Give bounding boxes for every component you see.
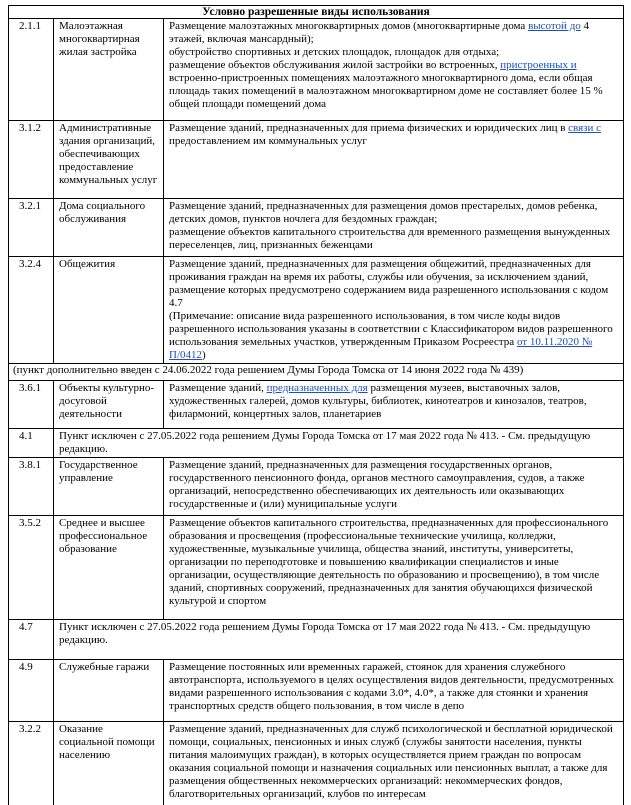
name-cell: Малоэтажная многоквартирная жилая застройка: [54, 19, 164, 121]
description-paragraph: [169, 59, 616, 111]
description-cell: [164, 121, 624, 199]
description-cell: [164, 516, 624, 620]
text-segment: Размещение зданий, предназначенных для служб психологической и бесплатной юридической помощи, социальных, пенсионных и иных служб (службы занятости населения, пункты питания малоимущих граждан), в которых осуществляется прием граждан по вопросам оказания социальной помощи и назначения социальных или пенсионных выплат, а также для размещения общественных некоммерческих организаций: некоммерческих фондов, благотворительных организаций, клубов по интересам: [169, 723, 613, 800]
inline-link[interactable]: высотой до: [528, 20, 581, 32]
zoning-table: [8, 5, 624, 805]
description-cell: [164, 381, 624, 429]
table-row: [9, 660, 624, 722]
description-cell: [164, 199, 624, 257]
code-cell: 2.1.1: [9, 19, 54, 121]
description-paragraph: [169, 46, 616, 59]
code-cell: 3.1.2: [9, 121, 54, 199]
text-segment: 4 этажей, включая мансардный);: [169, 20, 590, 45]
table-row: [9, 121, 624, 199]
description-paragraph: [169, 459, 616, 511]
text-segment: встроенно-пристроенных помещениях малоэтажного многоквартирного дома, если общая площадь таких помещений в малоэтажном многоквартирном доме не составляет более 15 % общей площади помещений дома: [169, 72, 603, 110]
excluded-row: [9, 429, 624, 458]
table-row: [9, 199, 624, 257]
name-cell: Общежития: [54, 257, 164, 364]
code-cell: 4.7: [9, 620, 54, 660]
text-segment: Размещение зданий,: [169, 382, 267, 394]
code-cell: 3.8.1: [9, 458, 54, 516]
note-row: [9, 364, 624, 381]
name-cell: Дома социального обслуживания: [54, 199, 164, 257]
text-segment: предоставлением им коммунальных услуг: [169, 135, 367, 147]
description-paragraph: [169, 200, 616, 226]
text-segment: Размещение зданий, предназначенных для размещения общежитий, предназначенных для проживания граждан на время их работы, службы или обучения, за исключением зданий, размещение которых предусмотрено содержанием вида разрешенного использования с кодом 4.7: [169, 258, 609, 309]
description-paragraph: [169, 258, 616, 310]
inline-link[interactable]: связи с: [568, 122, 602, 134]
description-cell: [164, 722, 624, 805]
description-paragraph: [169, 661, 616, 713]
description-paragraph: [169, 382, 616, 421]
text-segment: Размещение объектов капитального строительства, предназначенных для профессионального образования и просвещения (профессиональные технические училища, колледжи, художественные, музыкальные училища, общества знаний, институты, университеты, организации по переподготовке и повышению квалификации специалистов и иные организации, осуществляющие деятельность по образованию и просвещению), в том числе зданий, спортивных сооружений, предназначенных для занятия обучающихся физической культурой и спортом: [169, 517, 609, 607]
description-paragraph: [169, 226, 616, 252]
name-cell: Административные здания организаций, обеспечивающих предоставление коммунальных услуг: [54, 121, 164, 199]
code-cell: 3.2.1: [9, 199, 54, 257]
code-cell: 3.6.1: [9, 381, 54, 429]
table-body: [9, 19, 624, 805]
text-segment: размещение объектов капитального строительства для временного размещения вынужденных переселенцев, лиц, признанных беженцами: [169, 226, 611, 251]
description-paragraph: [169, 20, 616, 46]
description-cell: [164, 458, 624, 516]
description-paragraph: [169, 310, 616, 362]
description-cell: [164, 19, 624, 121]
description-cell: [164, 257, 624, 364]
excluded-text: Пункт исключен с 27.05.2022 года решением Думы Города Томска от 17 мая 2022 года № 413. - См. предыдущую редакцию.: [54, 620, 624, 660]
description-paragraph: [169, 517, 616, 608]
code-cell: 4.9: [9, 660, 54, 722]
table-row: [9, 257, 624, 364]
text-segment: Размещение постоянных или временных гаражей, стоянок для хранения служебного автотранспорта, используемого в целях осуществления видов деятельности, предусмотренных видами разрешенного использования с кодами 3.0*, 4.0*, а также для стоянки и хранения транспортных средств общего пользования, в том числе в депо: [169, 661, 614, 712]
text-segment: ): [202, 349, 206, 361]
text-segment: Размещение зданий, предназначенных для размещения домов престарелых, домов ребенка, детских домов, пунктов ночлега для бездомных граждан;: [169, 200, 598, 225]
description-cell: [164, 660, 624, 722]
table-title: Условно разрешенные виды использования: [9, 6, 624, 19]
note-text: (пункт дополнительно введен с 24.06.2022 года решением Думы Города Томска от 14 июня 2022 года № 439): [9, 364, 624, 381]
text-segment: размещения музеев, выставочных залов, художественных галерей, домов культуры, библиотек, кинотеатров и кинозалов, театров, филармоний, концертных залов, планетариев: [169, 382, 587, 420]
name-cell: Среднее и высшее профессиональное образование: [54, 516, 164, 620]
text-segment: Размещение зданий, предназначенных для размещения государственных органов, государственного пенсионного фонда, органов местного самоуправления, судов, а также организаций, непосредственно обеспечивающих их деятельность или оказывающих государственные и (или) муниципальные услуги: [169, 459, 585, 510]
description-paragraph: [169, 723, 616, 801]
excluded-row: [9, 620, 624, 660]
inline-link[interactable]: от 10.11.2020 № П/0412: [169, 336, 593, 361]
inline-link[interactable]: предназначенных для: [266, 382, 368, 394]
code-cell: 3.2.2: [9, 722, 54, 805]
name-cell: Объекты культурно-досуговой деятельности: [54, 381, 164, 429]
table-row: [9, 722, 624, 805]
code-cell: 3.5.2: [9, 516, 54, 620]
text-segment: обустройство спортивных и детских площадок, площадок для отдыха;: [169, 46, 500, 58]
table-row: [9, 19, 624, 121]
code-cell: 3.2.4: [9, 257, 54, 364]
inline-link[interactable]: пристроенных и: [500, 59, 577, 71]
description-paragraph: [169, 122, 616, 148]
table-header-row: [9, 6, 624, 19]
text-segment: (Примечание: описание вида разрешенного использования, в том числе коды видов разрешенного использования указаны в соответствии с Классификатором видов разрешенного использования земельных участков, утвержденным Приказом Росреестра: [169, 310, 613, 348]
text-segment: Размещение зданий, предназначенных для приема физических и юридических лиц в: [169, 122, 569, 134]
text-segment: Размещение малоэтажных многоквартирных домов (многоквартирные дома: [169, 20, 529, 32]
name-cell: Государственное управление: [54, 458, 164, 516]
excluded-text: Пункт исключен с 27.05.2022 года решением Думы Города Томска от 17 мая 2022 года № 413. - См. предыдущую редакцию.: [54, 429, 624, 458]
name-cell: Оказание социальной помощи населению: [54, 722, 164, 805]
table-row: [9, 458, 624, 516]
table-row: [9, 381, 624, 429]
name-cell: Служебные гаражи: [54, 660, 164, 722]
table-row: [9, 516, 624, 620]
code-cell: 4.1: [9, 429, 54, 458]
text-segment: размещение объектов обслуживания жилой застройки во встроенных,: [169, 59, 501, 71]
